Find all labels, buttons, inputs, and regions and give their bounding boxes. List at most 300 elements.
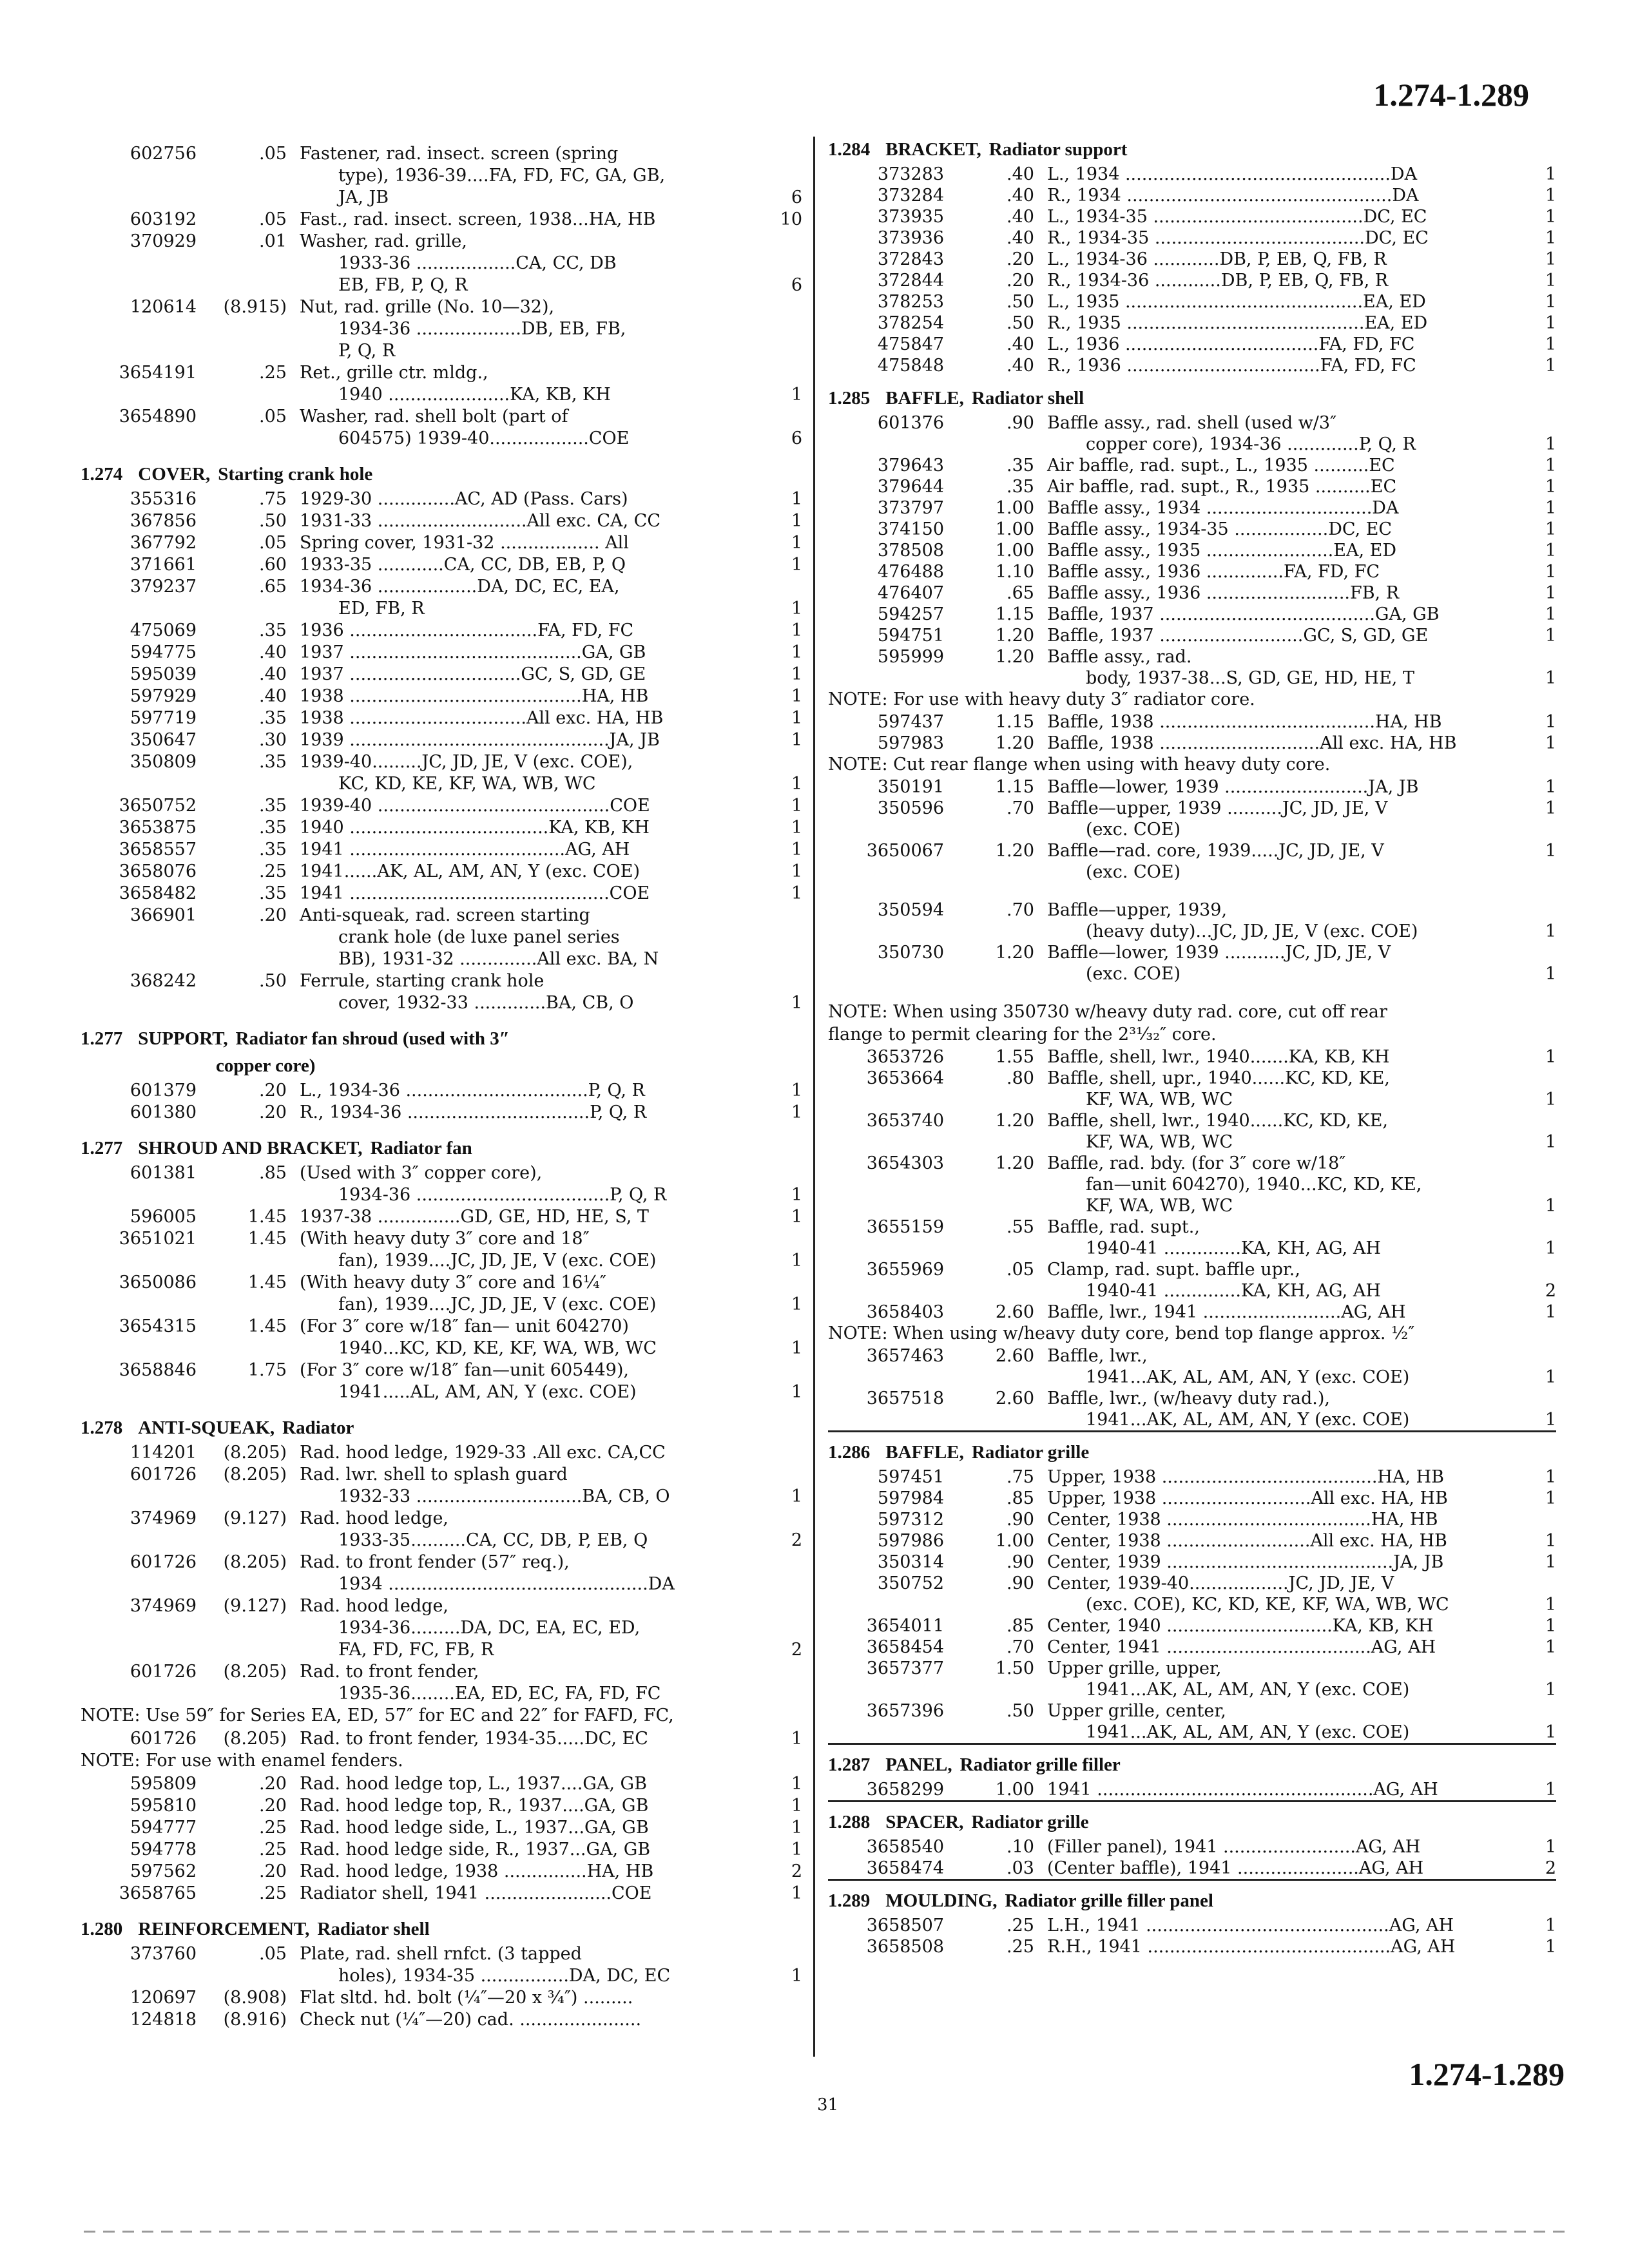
part-row <box>81 362 802 384</box>
quantity: 1 <box>1545 1552 1556 1572</box>
part-row <box>828 1779 1556 1801</box>
section-title: SUPPORT, <box>138 1028 228 1049</box>
part-row <box>828 1573 1556 1595</box>
part-description: 1940-41 ..............KA, KH, AG, AH <box>1086 1238 1381 1258</box>
part-price: 1.50 <box>995 1658 1034 1678</box>
part-row-continuation <box>81 927 802 948</box>
part-row-continuation <box>81 1486 802 1508</box>
quantity: 1 <box>791 1294 802 1314</box>
part-description: Center, 1940 ..............................KA, KB, KH <box>1047 1616 1434 1636</box>
part-row <box>828 942 1556 964</box>
part-description: 1940 ....................................KA, KB, KH <box>300 818 650 838</box>
quantity: 2 <box>791 1530 802 1550</box>
part-price: (8.205) <box>223 1729 287 1749</box>
part-row-continuation <box>81 274 802 296</box>
part-price: 1.20 <box>995 733 1034 753</box>
quantity: 1 <box>1545 1302 1556 1322</box>
section-rule <box>828 1879 1556 1881</box>
part-row <box>81 1728 802 1750</box>
part-description: Rad. hood ledge top, L., 1937....GA, GB <box>300 1774 647 1794</box>
part-number: 350809 <box>130 752 197 772</box>
part-price: .50 <box>1007 292 1034 312</box>
section-number: 1.277 <box>81 1138 123 1158</box>
part-number: 367856 <box>130 511 197 531</box>
part-row-continuation <box>81 428 802 450</box>
part-price: .20 <box>1007 249 1034 269</box>
quantity: 1 <box>1545 712 1556 732</box>
part-number: 3653726 <box>866 1047 944 1067</box>
section-subtitle: Starting crank hole <box>218 464 373 485</box>
part-row <box>81 883 802 905</box>
part-number: 597983 <box>877 733 944 753</box>
part-description: 1940 ......................KA, KB, KH <box>338 385 611 405</box>
quantity: 1 <box>791 1081 802 1100</box>
part-price: .90 <box>1007 1552 1034 1572</box>
part-number: 366901 <box>130 905 197 925</box>
part-row-continuation <box>81 1573 802 1595</box>
part-row <box>828 1110 1556 1132</box>
part-number: 594751 <box>877 626 944 646</box>
part-description: Rad. hood ledge, <box>300 1508 449 1528</box>
part-description: KF, WA, WB, WC <box>1086 1196 1233 1216</box>
part-row-continuation <box>81 1250 802 1272</box>
part-number: 373797 <box>877 498 944 518</box>
part-description: 1931-33 ...........................All exc. CA, CC <box>300 511 660 531</box>
part-row <box>81 296 802 318</box>
part-description: 1929-30 ..............AC, AD (Pass. Cars) <box>300 489 628 509</box>
part-description: Rad. hood ledge top, R., 1937....GA, GB <box>300 1796 649 1816</box>
part-row-continuation <box>828 1089 1556 1111</box>
part-description: (For 3″ core w/18″ fan— unit 604270) <box>300 1316 629 1336</box>
part-description: Washer, rad. grille, <box>300 231 467 251</box>
part-description: Baffle—lower, 1939 ...........JC, JD, JE, V <box>1047 943 1391 963</box>
quantity: 1 <box>791 1840 802 1860</box>
part-row <box>81 406 802 428</box>
part-row <box>81 861 802 883</box>
part-number: 3653664 <box>866 1068 944 1088</box>
part-price: .85 <box>1007 1488 1034 1508</box>
quantity: 1 <box>1545 604 1556 624</box>
quantity: 1 <box>1545 1488 1556 1508</box>
quantity: 1 <box>791 664 802 684</box>
part-number: 3654315 <box>119 1316 197 1336</box>
part-row <box>828 776 1556 798</box>
part-number: 597719 <box>130 708 197 728</box>
quantity: 1 <box>1545 541 1556 561</box>
part-price: (8.205) <box>223 1443 287 1463</box>
part-description: type), 1936-39....FA, FD, FC, GA, GB, <box>338 166 666 186</box>
part-price: .20 <box>259 1102 287 1122</box>
part-description: 1934-36 ..................DA, DC, EC, EA, <box>300 577 620 597</box>
note-text: NOTE: For use with heavy duty 3″ radiator core. <box>828 689 1255 709</box>
part-number: 3654191 <box>119 363 197 383</box>
part-row <box>81 1883 802 1905</box>
part-row <box>81 1861 802 1883</box>
part-row-continuation <box>828 434 1556 456</box>
part-row <box>81 905 802 927</box>
part-row <box>828 561 1556 583</box>
part-description: Rad. to front fender, 1934-35.....DC, EC <box>300 1729 648 1749</box>
part-number: 370929 <box>130 231 197 251</box>
part-number: 374969 <box>130 1596 197 1616</box>
part-number: 594777 <box>130 1818 197 1838</box>
part-number: 350752 <box>877 1573 944 1593</box>
section-subtitle: Radiator shell <box>971 388 1084 408</box>
part-price: .65 <box>259 577 287 597</box>
part-row <box>81 1552 802 1573</box>
part-description: 1933-36 ..................CA, CC, DB <box>338 253 617 273</box>
section-number: 1.280 <box>81 1919 123 1939</box>
part-row-continuation <box>81 318 802 340</box>
part-description: R.H., 1941 ............................................AG, AH <box>1047 1937 1456 1957</box>
part-description: EB, FB, P, Q, R <box>338 275 468 295</box>
section-subtitle: copper core) <box>216 1055 316 1076</box>
quantity: 1 <box>791 796 802 816</box>
part-description: Baffle assy., 1936 ..............FA, FD, FC <box>1047 562 1380 582</box>
part-description: L., 1935 ...........................................EA, ED <box>1047 292 1426 312</box>
part-description: 1941.....AL, AM, AN, Y (exc. COE) <box>338 1382 637 1402</box>
part-number: 3653875 <box>119 818 197 838</box>
part-description: 1940-41 ..............KA, KH, AG, AH <box>1086 1281 1381 1301</box>
part-price: .05 <box>259 209 287 229</box>
part-row <box>81 707 802 729</box>
section-number: 1.274 <box>81 464 123 485</box>
part-description: 1937 ..........................................GA, GB <box>300 642 646 662</box>
part-row-continuation <box>81 384 802 406</box>
part-row <box>81 1773 802 1795</box>
part-row <box>828 604 1556 626</box>
part-price: .01 <box>259 231 287 251</box>
note-text: flange to permit clearing for the 2³¹⁄₃₂″ core. <box>828 1024 1217 1044</box>
section-heading <box>828 137 1127 162</box>
section-number: 1.289 <box>828 1890 871 1911</box>
part-description: P, Q, R <box>338 341 396 361</box>
quantity: 1 <box>1545 292 1556 312</box>
part-description: R., 1936 ...................................FA, FD, FC <box>1047 356 1416 376</box>
part-description: Upper grille, center, <box>1047 1701 1226 1721</box>
part-row-continuation <box>828 963 1556 985</box>
part-price: .65 <box>1007 583 1034 603</box>
part-description: Rad. to front fender, <box>300 1662 479 1682</box>
part-row-continuation <box>828 1280 1556 1302</box>
part-description: (exc. COE) <box>1086 964 1181 984</box>
part-description: (Used with 3″ copper core), <box>300 1163 543 1183</box>
part-number: 3658454 <box>866 1637 944 1657</box>
section-heading <box>81 1135 472 1161</box>
part-description: Rad. hood ledge, 1938 ...............HA, HB <box>300 1861 654 1881</box>
part-row <box>828 899 1556 921</box>
quantity: 2 <box>791 1861 802 1881</box>
part-description: Center, 1938 ..........................All exc. HA, HB <box>1047 1531 1447 1551</box>
part-description: Baffle assy., 1936 ..........................FB, R <box>1047 583 1400 603</box>
part-number: 597312 <box>877 1510 944 1530</box>
part-price: .25 <box>259 1840 287 1860</box>
part-description: body, 1937-38...S, GD, GE, HD, HE, T <box>1086 668 1414 688</box>
section-heading <box>828 1809 1089 1835</box>
part-description: Rad. hood ledge side, L., 1937...GA, GB <box>300 1818 649 1838</box>
page-range-header: 1.274-1.289 <box>1373 77 1529 113</box>
part-price: .50 <box>1007 313 1034 333</box>
part-number: 350647 <box>130 730 197 750</box>
part-price: .20 <box>1007 271 1034 291</box>
part-row <box>828 733 1556 754</box>
quantity: 1 <box>791 686 802 706</box>
quantity: 1 <box>1545 271 1556 291</box>
part-price: .80 <box>1007 1068 1034 1088</box>
part-description: Upper, 1938 ...........................All exc. HA, HB <box>1047 1488 1448 1508</box>
part-description: L., 1934 ................................................DA <box>1047 164 1418 184</box>
part-row <box>828 249 1556 271</box>
part-description: Baffle assy., 1934-35 .................DC, EC <box>1047 519 1393 539</box>
part-price: .70 <box>1007 900 1034 920</box>
quantity: 6 <box>791 187 802 207</box>
part-description: 1941...AK, AL, AM, AN, Y (exc. COE) <box>1086 1680 1410 1700</box>
quantity: 2 <box>791 1640 802 1660</box>
part-number: 596005 <box>130 1207 197 1227</box>
part-row <box>828 1936 1556 1958</box>
quantity: 1 <box>1545 519 1556 539</box>
quantity: 1 <box>1545 1616 1556 1636</box>
part-number: 371661 <box>130 555 197 575</box>
part-description: Baffle—rad. core, 1939.....JC, JD, JE, V <box>1047 841 1384 861</box>
part-row <box>81 1943 802 1965</box>
part-number: 379643 <box>877 456 944 476</box>
part-price: 1.20 <box>995 647 1034 667</box>
part-price: .25 <box>259 363 287 383</box>
part-price: 1.20 <box>995 943 1034 963</box>
part-number: 3658557 <box>119 840 197 860</box>
part-description: R., 1934-36 .................................P, Q, R <box>300 1102 647 1122</box>
part-row-continuation <box>828 1238 1556 1260</box>
part-description: Air baffle, rad. supt., R., 1935 ..........EC <box>1047 477 1397 497</box>
part-number: 3657518 <box>866 1389 944 1408</box>
part-number: 603192 <box>130 209 197 229</box>
quantity: 1 <box>1545 1780 1556 1800</box>
part-row <box>81 1272 802 1294</box>
part-price: .50 <box>259 971 287 991</box>
part-description: R., 1934 ................................................DA <box>1047 186 1419 206</box>
part-price: 2.60 <box>995 1302 1034 1322</box>
part-price: 2.60 <box>995 1346 1034 1366</box>
quantity: 1 <box>1545 1637 1556 1657</box>
part-description: L., 1934-35 ......................................DC, EC <box>1047 207 1427 227</box>
section-heading <box>81 1415 354 1441</box>
part-description: 1935-36........EA, ED, EC, FA, FD, FC <box>338 1684 661 1704</box>
part-description: Baffle, lwr., 1941 .........................AG, AH <box>1047 1302 1406 1322</box>
part-description: L.H., 1941 ............................................AG, AH <box>1047 1916 1454 1936</box>
part-row <box>81 620 802 642</box>
part-description: crank hole (de luxe panel series <box>338 927 620 947</box>
part-price: .75 <box>1007 1467 1034 1487</box>
part-row <box>828 1388 1556 1410</box>
quantity: 1 <box>791 511 802 531</box>
part-description: Baffle, 1938 .............................All exc. HA, HB <box>1047 733 1457 753</box>
quantity: 1 <box>791 1185 802 1205</box>
part-price: 1.00 <box>995 1780 1034 1800</box>
part-number: 350594 <box>877 900 944 920</box>
section-subtitle: Radiator shell <box>317 1919 430 1939</box>
part-price: .85 <box>1007 1616 1034 1636</box>
part-number: 475848 <box>877 356 944 376</box>
part-description: (With heavy duty 3″ core and 16¼″ <box>300 1273 606 1293</box>
part-row <box>81 686 802 707</box>
part-description: Baffle, shell, lwr., 1940.......KA, KB, KH <box>1047 1047 1390 1067</box>
part-description: Check nut (¼″—20) cad. ...................... <box>300 2010 642 2030</box>
part-row-continuation <box>81 948 802 970</box>
quantity: 1 <box>791 642 802 662</box>
part-row-continuation <box>81 340 802 362</box>
part-price: 1.00 <box>995 1531 1034 1551</box>
part-number: 373760 <box>130 1944 197 1964</box>
part-price: .20 <box>259 1081 287 1100</box>
part-number: 3657396 <box>866 1701 944 1721</box>
part-price: .05 <box>259 1944 287 1964</box>
part-price: .35 <box>259 883 287 903</box>
quantity: 1 <box>791 1883 802 1903</box>
part-row <box>81 1508 802 1530</box>
part-row-continuation <box>828 1594 1556 1616</box>
part-price: 1.15 <box>995 712 1034 732</box>
quantity: 1 <box>1545 964 1556 984</box>
part-price: .50 <box>1007 1701 1034 1721</box>
quantity: 2 <box>1545 1858 1556 1878</box>
quantity: 1 <box>791 1102 802 1122</box>
part-description: 1933-35 ............CA, CC, DB, EB, P, Q <box>300 555 626 575</box>
quantity: 1 <box>1545 921 1556 941</box>
quantity: 1 <box>1545 228 1556 248</box>
quantity: 1 <box>791 599 802 619</box>
part-price: .55 <box>1007 1217 1034 1237</box>
part-number: 373936 <box>877 228 944 248</box>
part-description: holes), 1934-35 ................DA, DC, EC <box>338 1966 671 1986</box>
part-price: .40 <box>259 642 287 662</box>
part-price: .05 <box>1007 1260 1034 1280</box>
section-title: MOULDING, <box>885 1890 998 1911</box>
quantity: 1 <box>1545 356 1556 376</box>
part-number: 595809 <box>130 1774 197 1794</box>
section-heading <box>81 1026 510 1052</box>
quantity: 1 <box>1545 668 1556 688</box>
part-number: 595039 <box>130 664 197 684</box>
quantity: 6 <box>791 428 802 448</box>
part-description: Baffle—lower, 1939 ..........................JA, JB <box>1047 777 1419 797</box>
part-number: 3658299 <box>866 1780 944 1800</box>
quantity: 1 <box>791 840 802 860</box>
part-price: .05 <box>259 407 287 427</box>
part-number: 378254 <box>877 313 944 333</box>
part-row <box>828 1466 1556 1488</box>
quantity: 1 <box>1545 1595 1556 1615</box>
part-price: .90 <box>1007 413 1034 433</box>
quantity: 1 <box>791 818 802 838</box>
part-number: 373935 <box>877 207 944 227</box>
section-subtitle: Radiator grille filler panel <box>1005 1890 1213 1911</box>
part-description: Fastener, rad. insect. screen (spring <box>300 144 619 164</box>
part-number: 350314 <box>877 1552 944 1572</box>
part-number: 597437 <box>877 712 944 732</box>
part-price: .75 <box>259 489 287 509</box>
part-row <box>81 1162 802 1184</box>
quantity: 1 <box>1545 1680 1556 1700</box>
part-number: 3654011 <box>866 1616 944 1636</box>
part-row-continuation <box>81 187 802 209</box>
quantity: 1 <box>1545 207 1556 227</box>
part-description: 1934-36 ...................DB, EB, FB, <box>338 319 626 339</box>
part-row-continuation <box>81 992 802 1014</box>
part-number: 3654303 <box>866 1153 944 1173</box>
part-row <box>828 355 1556 377</box>
part-row <box>828 1046 1556 1068</box>
part-number: 601726 <box>130 1552 197 1572</box>
part-description: (Center baffle), 1941 ......................AG, AH <box>1047 1858 1424 1878</box>
part-number: 601379 <box>130 1081 197 1100</box>
part-price: .20 <box>259 1774 287 1794</box>
part-description: Baffle, rad. bdy. (for 3″ core w/18″ <box>1047 1153 1346 1173</box>
part-price: .70 <box>1007 1637 1034 1657</box>
part-number: 3650752 <box>119 796 197 816</box>
part-row-continuation <box>81 1338 802 1360</box>
part-description: (heavy duty)...JC, JD, JE, V (exc. COE) <box>1086 921 1418 941</box>
part-number: 601380 <box>130 1102 197 1122</box>
quantity: 1 <box>1545 1467 1556 1487</box>
part-description: 1941 .......................................AG, AH <box>300 840 630 860</box>
part-description: L., 1934-36 ............DB, P, EB, Q, FB, R <box>1047 249 1387 269</box>
quantity: 1 <box>791 385 802 405</box>
section-title: REINFORCEMENT, <box>138 1919 310 1939</box>
part-number: 594257 <box>877 604 944 624</box>
part-price: 1.75 <box>247 1360 287 1380</box>
part-price: .05 <box>259 144 287 164</box>
note-text: NOTE: Cut rear flange when using with heavy duty core. <box>828 754 1331 774</box>
part-price: 1.00 <box>995 541 1034 561</box>
section-title: SHROUD AND BRACKET, <box>138 1138 363 1158</box>
part-description: Center, 1939-40..................JC, JD, JE, V <box>1047 1573 1394 1593</box>
section-subtitle: Radiator grille <box>971 1442 1090 1463</box>
part-description: Baffle—upper, 1939, <box>1047 900 1228 920</box>
part-description: JA, JB <box>338 187 389 207</box>
part-description: L., 1936 ...................................FA, FD, FC <box>1047 334 1415 354</box>
section-subtitle: Radiator grille <box>971 1812 1089 1832</box>
part-number: 120697 <box>130 1988 197 2008</box>
part-description: 1939-40.........JC, JD, JE, V (exc. COE), <box>300 752 633 772</box>
part-description: Center, 1939 .........................................JA, JB <box>1047 1552 1444 1572</box>
quantity: 1 <box>791 993 802 1013</box>
part-price: 1.45 <box>247 1273 287 1293</box>
part-description: 604575) 1939-40..................COE <box>338 428 630 448</box>
section-subtitle: Radiator <box>282 1418 354 1438</box>
quantity: 1 <box>791 861 802 881</box>
part-row <box>828 1509 1556 1531</box>
quantity: 1 <box>1545 477 1556 497</box>
quantity: 1 <box>791 555 802 575</box>
part-description: 1941...AK, AL, AM, AN, Y (exc. COE) <box>1086 1367 1410 1387</box>
part-description: Air baffle, rad. supt., L., 1935 ..........EC <box>1047 456 1395 476</box>
section-subtitle: Radiator fan shroud (used with 3″ <box>235 1028 510 1049</box>
part-description: Nut, rad. grille (No. 10—32), <box>300 297 555 317</box>
part-price: .35 <box>259 796 287 816</box>
section-number: 1.285 <box>828 388 871 408</box>
part-number: 379237 <box>130 577 197 597</box>
part-price: 1.15 <box>995 604 1034 624</box>
quantity: 1 <box>791 620 802 640</box>
part-price: 1.00 <box>995 519 1034 539</box>
part-price: .35 <box>259 840 287 860</box>
section-title: ANTI-SQUEAK, <box>138 1418 275 1438</box>
quantity: 1 <box>1545 1722 1556 1742</box>
section-number: 1.284 <box>828 139 871 160</box>
part-row <box>828 1836 1556 1858</box>
part-number: 595810 <box>130 1796 197 1816</box>
